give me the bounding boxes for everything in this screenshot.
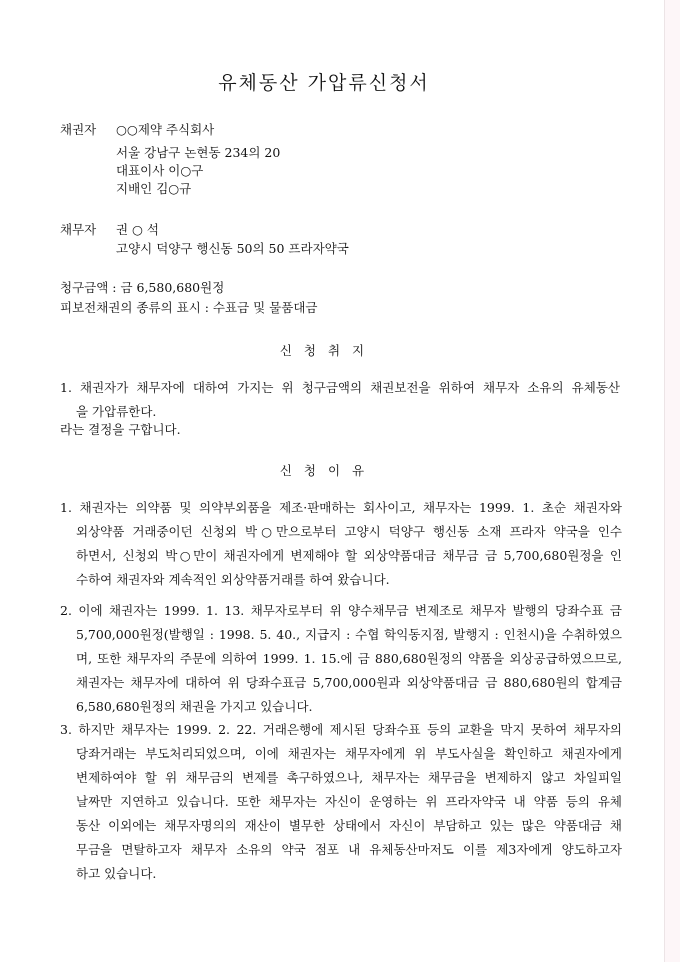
creditor-representative: 대표이사 이○구 — [116, 163, 204, 178]
debtor-address: 고양시 덕양구 행신동 50의 50 프라자약국 — [116, 241, 349, 256]
reason-line: 변제하여야 할 위 채무금의 변제를 촉구하였으나, 채무자는 채무금을 변제하지 않고 차일피일 — [76, 770, 622, 785]
purpose-conclusion: 라는 결정을 구합니다. — [60, 422, 181, 437]
reason-line: 외상약품 거래중이던 신청외 박○만으로부터 고양시 덕양구 행신동 소재 프라자 약국을 인수 — [76, 524, 622, 539]
claim-amount: 청구금액 : 금 6,580,680원정 — [60, 280, 225, 295]
reason-line: 3. 하지만 채무자는 1999. 2. 22. 거래은행에 제시된 당좌수표 등의 교환을 막지 못하여 채무자의 — [60, 722, 622, 737]
reason-line: 날짜만 지연하고 있습니다. 또한 채무자는 자신이 운영하는 위 프라자약국 내 약품 등의 유체 — [76, 794, 622, 809]
reason-line: 동산 이외에는 채무자명의의 재산이 별무한 상태에서 자신이 부담하고 있는 많은 약품대금 채 — [76, 818, 622, 833]
reason-line: 하고 있습니다. — [76, 866, 157, 881]
purpose-line: 1. 채권자가 채무자에 대하여 가지는 위 청구금액의 채권보전을 위하여 채무자 소유의 유체동산 — [60, 380, 620, 395]
reason-line: 6,580,680원정의 채권을 가지고 있습니다. — [76, 699, 313, 714]
reason-line: 무금을 면탈하고자 채무자 소유의 약국 점포 내 유체동산마저도 이를 제3자에게 양도하고자 — [76, 842, 622, 857]
debtor-label: 채무자 — [60, 222, 97, 237]
reason-line: 며, 또한 채무자의 주문에 의하여 1999. 1. 15.에 금 880,680원정의 약품을 외상공급하였으므로, — [76, 651, 622, 666]
reason-line: 수하여 채권자와 계속적인 외상약품거래를 하여 왔습니다. — [76, 572, 390, 587]
creditor-name: ○○제약 주식회사 — [116, 122, 215, 137]
reason-item-1 — [60, 496, 622, 592]
reason-line: 당좌거래는 부도처리되었으며, 이에 채권자는 채무자에게 위 부도사실을 확인하고 채권자에게 — [76, 746, 622, 761]
document-title: 유체동산 가압류신청서 — [218, 72, 430, 94]
reason-item-2 — [60, 599, 622, 719]
reason-line: 하면서, 신청외 박○만이 채권자에게 변제해야 할 외상약품대금 채무금 금 5,700,680원정을 인 — [76, 548, 622, 563]
reason-item-3 — [60, 718, 622, 886]
claim-type: 피보전채권의 종류의 표시 : 수표금 및 물품대금 — [60, 300, 318, 315]
purpose-heading: 신 청 취 지 — [279, 343, 369, 358]
reason-line: 채권자는 채무자에 대하여 위 당좌수표금 5,700,000원과 외상약품대금 금 880,680원의 합계금 — [76, 675, 622, 690]
reason-line: 2. 이에 채권자는 1999. 1. 13. 채무자로부터 위 양수채무금 변제조로 채무자 발행의 당좌수표 금 — [60, 603, 622, 618]
purpose-line: 을 가압류한다. — [76, 404, 157, 419]
creditor-address: 서울 강남구 논현동 234의 20 — [116, 145, 281, 160]
reasons-heading: 신 청 이 유 — [279, 463, 369, 478]
creditor-label: 채권자 — [60, 122, 97, 137]
debtor-name: 권 ○ 석 — [116, 222, 160, 237]
creditor-manager: 지배인 김○규 — [116, 181, 192, 196]
reason-line: 1. 채권자는 의약품 및 의약부외품을 제조·판매하는 회사이고, 채무자는 1999. 1. 초순 채권자와 — [60, 500, 622, 515]
purpose-paragraph — [60, 376, 620, 424]
reason-line: 5,700,000원정(발행일 : 1998. 5. 40., 지급지 : 수협 학익동지점, 발행지 : 인천시)을 수취하였으 — [76, 627, 622, 642]
